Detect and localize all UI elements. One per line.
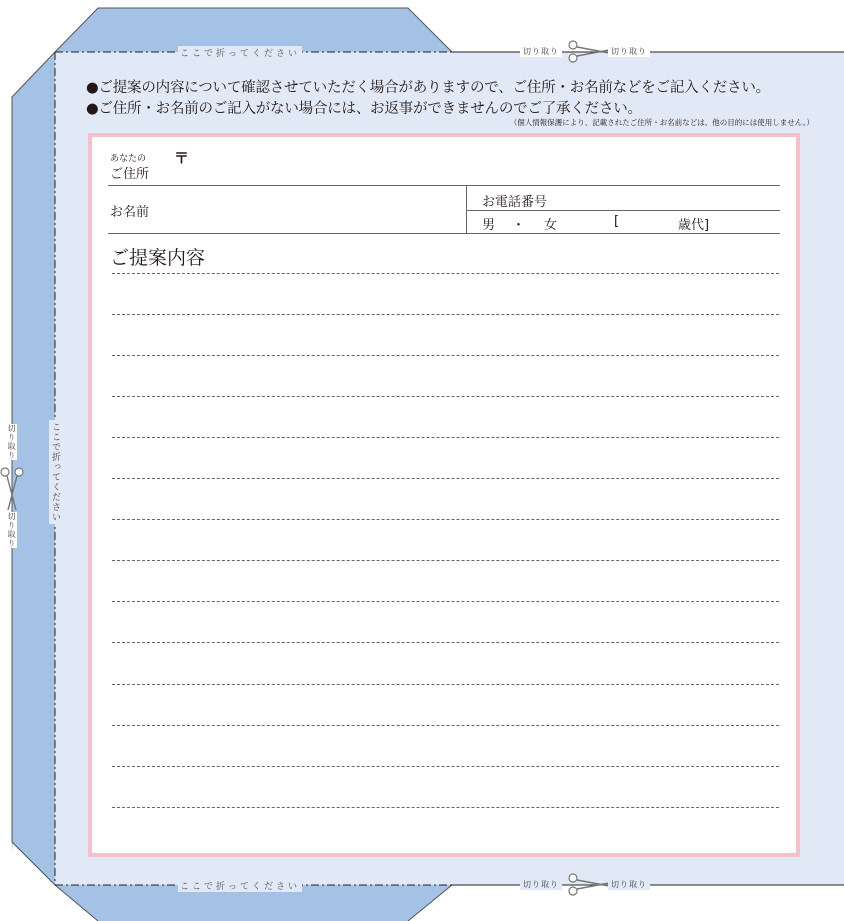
gender-female-option[interactable]: 女 — [544, 218, 558, 233]
writing-line — [112, 478, 779, 479]
writing-line — [112, 766, 779, 767]
writing-line — [112, 396, 779, 397]
gender-separator: ・ — [512, 218, 526, 233]
writing-line — [112, 560, 779, 561]
proposal-form — [88, 133, 800, 857]
address-divider — [108, 185, 780, 186]
writing-line — [112, 807, 779, 808]
name-row-bottom-divider — [108, 233, 780, 234]
postal-mark-icon: 〒 — [174, 149, 190, 167]
scissors-icon — [0, 466, 26, 512]
proposal-title: ご提案内容 — [110, 247, 206, 269]
scissors-icon — [565, 873, 611, 897]
notice-line-2: ●ご住所・お名前のご記入がない場合には、お返事ができませんのでご了承ください。 — [86, 101, 642, 117]
address-label: ご住所 — [110, 167, 150, 182]
cut-label-left-lower: 切り取り — [7, 512, 16, 548]
proposal-textarea[interactable] — [108, 269, 780, 814]
writing-line — [112, 642, 779, 643]
writing-line — [112, 273, 779, 274]
privacy-note: （個人情報保護により、記載されたご住所・お名前などは、他の目的には使用しません。） — [509, 118, 814, 127]
name-input[interactable] — [162, 189, 462, 231]
phone-label: お電話番号 — [482, 195, 548, 210]
fold-here-label-top: ここで折ってください — [178, 46, 302, 59]
address-input[interactable] — [192, 145, 777, 183]
fold-here-label-left: ここで折ってください — [50, 422, 60, 522]
cut-label-left-upper: 切り取り — [7, 424, 16, 460]
writing-line — [112, 355, 779, 356]
age-input[interactable] — [626, 213, 676, 231]
writing-line — [112, 437, 779, 438]
cut-label-top-right: 切り取り — [608, 46, 650, 57]
phone-divider — [467, 210, 780, 211]
writing-line — [112, 725, 779, 726]
cut-label-bottom-right: 切り取り — [608, 879, 650, 890]
name-label: お名前 — [110, 205, 150, 220]
scissors-icon — [565, 40, 611, 64]
writing-line — [112, 601, 779, 602]
fold-here-label-bottom: ここで折ってください — [178, 879, 302, 892]
cut-label-bottom-left: 切り取り — [520, 879, 562, 890]
cut-label-top-left: 切り取り — [520, 46, 562, 57]
age-suffix-label: 歳代] — [678, 218, 710, 233]
writing-line — [112, 684, 779, 685]
writing-line — [112, 314, 779, 315]
phone-input[interactable] — [552, 187, 777, 209]
gender-male-option[interactable]: 男 — [482, 218, 496, 233]
name-phone-divider — [466, 185, 467, 233]
age-bracket-open: [ — [614, 214, 620, 229]
notice-line-1: ●ご提案の内容について確認させていただく場合がありますので、ご住所・お名前などをご記入ください。 — [86, 80, 770, 96]
writing-line — [112, 519, 779, 520]
address-label-small: あなたの — [110, 154, 147, 164]
